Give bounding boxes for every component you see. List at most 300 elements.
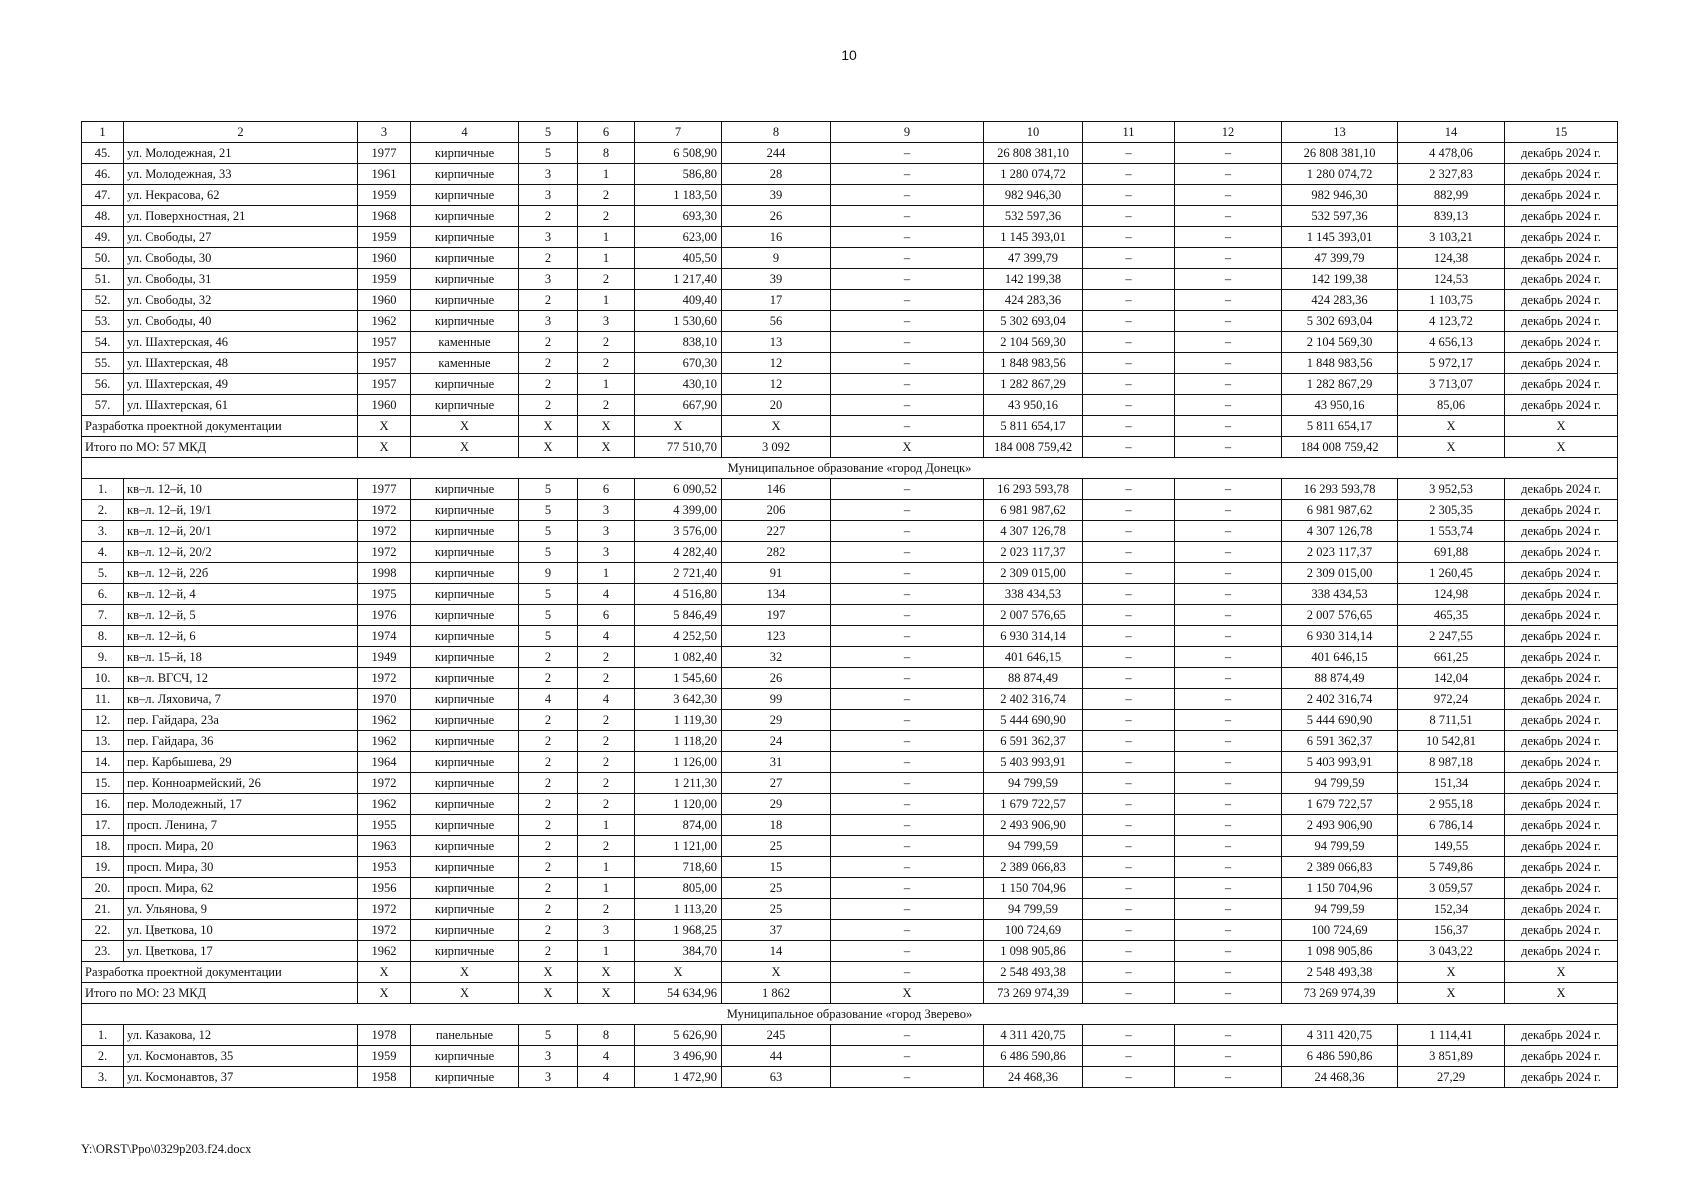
table-cell: 623,00 xyxy=(635,227,722,248)
table-cell: – xyxy=(1083,416,1175,437)
table-cell: 24 468,36 xyxy=(1282,1067,1398,1088)
table-cell: – xyxy=(831,710,984,731)
table-cell: 3 043,22 xyxy=(1398,941,1505,962)
table-cell: декабрь 2024 г. xyxy=(1505,185,1618,206)
table-cell: ул. Молодежная, 21 xyxy=(124,143,358,164)
table-cell: 2 xyxy=(578,395,635,416)
table-cell: 384,70 xyxy=(635,941,722,962)
summary-label: Итого по МО: 57 МКД xyxy=(82,437,358,458)
table-cell: кирпичные xyxy=(411,521,519,542)
table-cell: 1972 xyxy=(358,500,411,521)
table-cell: панельные xyxy=(411,1025,519,1046)
table-cell: 5 xyxy=(519,521,578,542)
table-cell: 85,06 xyxy=(1398,395,1505,416)
table-row xyxy=(82,1067,1618,1088)
table-cell: 1 xyxy=(578,563,635,584)
table-cell: 1 282 867,29 xyxy=(1282,374,1398,395)
table-cell: 1 xyxy=(578,227,635,248)
table-cell: 5 626,90 xyxy=(635,1025,722,1046)
table-cell: – xyxy=(1083,584,1175,605)
table-cell: 2 007 576,65 xyxy=(1282,605,1398,626)
table-cell: – xyxy=(831,605,984,626)
table-cell: 244 xyxy=(722,143,831,164)
table-cell: 5 302 693,04 xyxy=(984,311,1083,332)
table-cell: 19. xyxy=(82,857,124,878)
table-cell: X xyxy=(1505,437,1618,458)
table-cell: 39 xyxy=(722,185,831,206)
table-cell: 1 145 393,01 xyxy=(1282,227,1398,248)
table-cell: кирпичные xyxy=(411,395,519,416)
summary-label: Разработка проектной документации xyxy=(82,962,358,983)
table-cell: X xyxy=(578,962,635,983)
column-header-13: 13 xyxy=(1282,122,1398,143)
table-cell: ул. Казакова, 12 xyxy=(124,1025,358,1046)
table-cell: 5 403 993,91 xyxy=(984,752,1083,773)
table-row xyxy=(82,563,1618,584)
table-cell: каменные xyxy=(411,353,519,374)
table-cell: – xyxy=(1083,815,1175,836)
table-cell: 100 724,69 xyxy=(1282,920,1398,941)
table-cell: 2 402 316,74 xyxy=(1282,689,1398,710)
table-row xyxy=(82,773,1618,794)
table-cell: 20 xyxy=(722,395,831,416)
table-cell: – xyxy=(1175,542,1282,563)
table-cell: – xyxy=(831,689,984,710)
table-cell: – xyxy=(1083,773,1175,794)
table-cell: 8 987,18 xyxy=(1398,752,1505,773)
table-cell: декабрь 2024 г. xyxy=(1505,395,1618,416)
table-row xyxy=(82,605,1618,626)
table-cell: 1 260,45 xyxy=(1398,563,1505,584)
table-cell: кирпичные xyxy=(411,227,519,248)
table-cell: – xyxy=(1083,563,1175,584)
table-cell: декабрь 2024 г. xyxy=(1505,248,1618,269)
table-cell: 142,04 xyxy=(1398,668,1505,689)
table-cell: 124,98 xyxy=(1398,584,1505,605)
table-cell: 5 xyxy=(519,626,578,647)
table-row xyxy=(82,626,1618,647)
table-cell: 5 972,17 xyxy=(1398,353,1505,374)
table-cell: 1. xyxy=(82,479,124,500)
table-cell: просп. Ленина, 7 xyxy=(124,815,358,836)
table-cell: X xyxy=(411,437,519,458)
table-cell: – xyxy=(1175,773,1282,794)
table-row xyxy=(82,479,1618,500)
table-row xyxy=(82,689,1618,710)
table-cell: 1 126,00 xyxy=(635,752,722,773)
table-cell: 667,90 xyxy=(635,395,722,416)
table-cell: 718,60 xyxy=(635,857,722,878)
table-cell: – xyxy=(831,332,984,353)
table-cell: 282 xyxy=(722,542,831,563)
table-row xyxy=(82,185,1618,206)
table-cell: декабрь 2024 г. xyxy=(1505,290,1618,311)
table-cell: 9 xyxy=(722,248,831,269)
table-row xyxy=(82,542,1618,563)
table-row xyxy=(82,752,1618,773)
table-cell: – xyxy=(1083,374,1175,395)
table-cell: – xyxy=(1175,962,1282,983)
table-cell: 1 150 704,96 xyxy=(984,878,1083,899)
table-cell: 1972 xyxy=(358,542,411,563)
table-cell: – xyxy=(1083,605,1175,626)
table-cell: 839,13 xyxy=(1398,206,1505,227)
table-cell: – xyxy=(1083,227,1175,248)
table-cell: 6 591 362,37 xyxy=(1282,731,1398,752)
table-cell: 3 xyxy=(578,521,635,542)
table-cell: – xyxy=(1083,1046,1175,1067)
table-cell: 2 xyxy=(519,647,578,668)
table-cell: ул. Шахтерская, 61 xyxy=(124,395,358,416)
table-cell: 2 389 066,83 xyxy=(984,857,1083,878)
table-cell: 3 xyxy=(519,185,578,206)
table-cell: кирпичные xyxy=(411,1067,519,1088)
table-cell: – xyxy=(831,185,984,206)
table-cell: – xyxy=(1175,689,1282,710)
table-cell: декабрь 2024 г. xyxy=(1505,710,1618,731)
table-cell: – xyxy=(1175,878,1282,899)
table-cell: – xyxy=(1175,353,1282,374)
table-cell: 2 xyxy=(578,731,635,752)
table-cell: 1972 xyxy=(358,521,411,542)
table-cell: – xyxy=(1083,206,1175,227)
table-cell: X xyxy=(358,962,411,983)
table-cell: 16 293 593,78 xyxy=(984,479,1083,500)
document-file-path: Y:\ORST\Ppo\0329p203.f24.docx xyxy=(81,1142,252,1156)
table-cell: – xyxy=(1083,899,1175,920)
table-cell: пер. Гайдара, 23а xyxy=(124,710,358,731)
table-cell: 2 xyxy=(578,332,635,353)
table-cell: декабрь 2024 г. xyxy=(1505,311,1618,332)
column-header-6: 6 xyxy=(578,122,635,143)
table-cell: 2 xyxy=(578,794,635,815)
table-cell: кв–л. 12–й, 4 xyxy=(124,584,358,605)
table-row xyxy=(82,164,1618,185)
table-cell: 4 311 420,75 xyxy=(984,1025,1083,1046)
table-cell: 2 xyxy=(578,668,635,689)
table-cell: 2 xyxy=(578,269,635,290)
column-header-14: 14 xyxy=(1398,122,1505,143)
table-cell: кирпичные xyxy=(411,374,519,395)
table-cell: 1 183,50 xyxy=(635,185,722,206)
table-cell: 3 496,90 xyxy=(635,1046,722,1067)
table-cell: 50. xyxy=(82,248,124,269)
table-cell: ул. Свободы, 31 xyxy=(124,269,358,290)
table-cell: кв–л. 12–й, 20/2 xyxy=(124,542,358,563)
table-cell: 2 xyxy=(519,836,578,857)
table-cell: – xyxy=(1083,668,1175,689)
table-cell: кв–л. 12–й, 6 xyxy=(124,626,358,647)
table-cell: 26 808 381,10 xyxy=(1282,143,1398,164)
municipality-group-row xyxy=(82,458,1618,479)
table-cell: – xyxy=(831,563,984,584)
table-cell: 6 486 590,86 xyxy=(1282,1046,1398,1067)
table-cell: кирпичные xyxy=(411,290,519,311)
design-documentation-row xyxy=(82,416,1618,437)
table-cell: просп. Мира, 62 xyxy=(124,878,358,899)
table-cell: 405,50 xyxy=(635,248,722,269)
table-cell: 1962 xyxy=(358,311,411,332)
table-cell: 24 468,36 xyxy=(984,1067,1083,1088)
table-cell: 6. xyxy=(82,584,124,605)
table-cell: – xyxy=(831,143,984,164)
table-cell: декабрь 2024 г. xyxy=(1505,500,1618,521)
table-cell: 6 930 314,14 xyxy=(1282,626,1398,647)
table-cell: X xyxy=(1398,437,1505,458)
table-cell: 338 434,53 xyxy=(1282,584,1398,605)
table-cell: – xyxy=(831,248,984,269)
table-row xyxy=(82,857,1618,878)
table-cell: 2 xyxy=(519,773,578,794)
table-cell: – xyxy=(1175,185,1282,206)
table-cell: 146 xyxy=(722,479,831,500)
table-cell: 2 xyxy=(578,773,635,794)
table-cell: – xyxy=(831,752,984,773)
table-cell: – xyxy=(831,794,984,815)
table-cell: – xyxy=(1083,962,1175,983)
table-cell: X xyxy=(1505,962,1618,983)
table-cell: декабрь 2024 г. xyxy=(1505,227,1618,248)
table-cell: кирпичные xyxy=(411,164,519,185)
table-cell: – xyxy=(831,647,984,668)
table-cell: 1 xyxy=(578,815,635,836)
table-cell: 2 007 576,65 xyxy=(984,605,1083,626)
table-cell: – xyxy=(831,1025,984,1046)
table-cell: ул. Космонавтов, 35 xyxy=(124,1046,358,1067)
table-cell: – xyxy=(1175,374,1282,395)
table-cell: 972,24 xyxy=(1398,689,1505,710)
table-cell: 6 xyxy=(578,605,635,626)
table-cell: 5 xyxy=(519,143,578,164)
table-cell: 6 508,90 xyxy=(635,143,722,164)
table-cell: 3 xyxy=(578,920,635,941)
table-cell: 1972 xyxy=(358,899,411,920)
table-cell: кирпичные xyxy=(411,689,519,710)
table-cell: 9. xyxy=(82,647,124,668)
column-header-2: 2 xyxy=(124,122,358,143)
table-cell: 3 xyxy=(519,269,578,290)
table-cell: 12. xyxy=(82,710,124,731)
table-cell: 6 591 362,37 xyxy=(984,731,1083,752)
column-header-8: 8 xyxy=(722,122,831,143)
table-cell: X xyxy=(411,962,519,983)
table-cell: декабрь 2024 г. xyxy=(1505,374,1618,395)
table-cell: 1 280 074,72 xyxy=(984,164,1083,185)
table-cell: – xyxy=(1175,626,1282,647)
table-cell: декабрь 2024 г. xyxy=(1505,689,1618,710)
table-cell: 3 642,30 xyxy=(635,689,722,710)
table-cell: 49. xyxy=(82,227,124,248)
table-cell: – xyxy=(831,731,984,752)
table-cell: – xyxy=(1083,332,1175,353)
table-cell: 1977 xyxy=(358,143,411,164)
table-cell: 2 xyxy=(519,374,578,395)
table-cell: 1 211,30 xyxy=(635,773,722,794)
design-documentation-row xyxy=(82,962,1618,983)
table-cell: 2 xyxy=(519,920,578,941)
table-cell: 838,10 xyxy=(635,332,722,353)
table-cell: 2 xyxy=(519,899,578,920)
table-cell: 15. xyxy=(82,773,124,794)
table-cell: 1 472,90 xyxy=(635,1067,722,1088)
table-cell: 24 xyxy=(722,731,831,752)
column-header-10: 10 xyxy=(984,122,1083,143)
table-cell: 88 874,49 xyxy=(984,668,1083,689)
table-cell: 26 xyxy=(722,668,831,689)
table-cell: декабрь 2024 г. xyxy=(1505,605,1618,626)
table-cell: 2 305,35 xyxy=(1398,500,1505,521)
table-cell: 1964 xyxy=(358,752,411,773)
table-cell: – xyxy=(1083,290,1175,311)
table-cell: 2 xyxy=(519,941,578,962)
table-cell: декабрь 2024 г. xyxy=(1505,668,1618,689)
table-cell: 28 xyxy=(722,164,831,185)
table-cell: – xyxy=(1175,332,1282,353)
table-cell: 2 xyxy=(578,752,635,773)
table-cell: 45. xyxy=(82,143,124,164)
table-cell: 5 444 690,90 xyxy=(984,710,1083,731)
table-cell: декабрь 2024 г. xyxy=(1505,1025,1618,1046)
table-cell: 661,25 xyxy=(1398,647,1505,668)
table-cell: 3. xyxy=(82,1067,124,1088)
table-cell: X xyxy=(578,983,635,1004)
table-cell: 1958 xyxy=(358,1067,411,1088)
table-row xyxy=(82,836,1618,857)
table-cell: – xyxy=(1175,1046,1282,1067)
table-cell: кирпичные xyxy=(411,710,519,731)
table-cell: – xyxy=(1175,857,1282,878)
table-cell: кирпичные xyxy=(411,584,519,605)
table-cell: 6 xyxy=(578,479,635,500)
table-cell: 9 xyxy=(519,563,578,584)
table-cell: 18. xyxy=(82,836,124,857)
summary-label: Итого по МО: 23 МКД xyxy=(82,983,358,1004)
table-cell: 1959 xyxy=(358,269,411,290)
table-cell: 2 xyxy=(578,206,635,227)
table-row xyxy=(82,353,1618,374)
table-cell: – xyxy=(1083,710,1175,731)
table-cell: 1963 xyxy=(358,836,411,857)
table-cell: 2 xyxy=(578,353,635,374)
table-cell: декабрь 2024 г. xyxy=(1505,836,1618,857)
table-cell: кирпичные xyxy=(411,668,519,689)
table-cell: 197 xyxy=(722,605,831,626)
table-cell: просп. Мира, 20 xyxy=(124,836,358,857)
table-cell: кирпичные xyxy=(411,500,519,521)
table-row xyxy=(82,647,1618,668)
table-cell: 4 xyxy=(578,1046,635,1067)
table-cell: 982 946,30 xyxy=(1282,185,1398,206)
table-cell: 2 548 493,38 xyxy=(1282,962,1398,983)
table-cell: 805,00 xyxy=(635,878,722,899)
column-header-4: 4 xyxy=(411,122,519,143)
table-cell: – xyxy=(1083,437,1175,458)
table-cell: декабрь 2024 г. xyxy=(1505,479,1618,500)
table-cell: – xyxy=(831,227,984,248)
table-cell: 25 xyxy=(722,899,831,920)
table-body xyxy=(82,122,1618,1088)
table-cell: – xyxy=(1083,731,1175,752)
table-cell: – xyxy=(1083,269,1175,290)
table-cell: декабрь 2024 г. xyxy=(1505,521,1618,542)
column-header-15: 15 xyxy=(1505,122,1618,143)
table-cell: 10. xyxy=(82,668,124,689)
table-cell: 4 xyxy=(578,626,635,647)
table-cell: декабрь 2024 г. xyxy=(1505,941,1618,962)
table-cell: – xyxy=(1175,941,1282,962)
table-cell: 3 851,89 xyxy=(1398,1046,1505,1067)
table-cell: – xyxy=(1175,584,1282,605)
table-cell: 4 656,13 xyxy=(1398,332,1505,353)
table-cell: 152,34 xyxy=(1398,899,1505,920)
table-cell: 2 xyxy=(519,332,578,353)
page-number: 10 xyxy=(841,47,857,63)
table-cell: кв–л. 12–й, 5 xyxy=(124,605,358,626)
table-cell: 94 799,59 xyxy=(984,773,1083,794)
table-cell: 94 799,59 xyxy=(1282,899,1398,920)
table-cell: 1 848 983,56 xyxy=(1282,353,1398,374)
column-header-7: 7 xyxy=(635,122,722,143)
table-cell: 2 xyxy=(519,878,578,899)
table-cell: 142 199,38 xyxy=(1282,269,1398,290)
table-cell: ул. Шахтерская, 46 xyxy=(124,332,358,353)
table-cell: – xyxy=(831,626,984,647)
table-cell: 47. xyxy=(82,185,124,206)
summary-label: Разработка проектной документации xyxy=(82,416,358,437)
table-cell: 3 713,07 xyxy=(1398,374,1505,395)
table-cell: – xyxy=(1175,983,1282,1004)
table-cell: 29 xyxy=(722,710,831,731)
municipality-title: Муниципальное образование «город Зверево» xyxy=(82,1004,1618,1025)
table-cell: X xyxy=(519,983,578,1004)
table-cell: 184 008 759,42 xyxy=(984,437,1083,458)
table-cell: – xyxy=(831,920,984,941)
table-cell: 4 478,06 xyxy=(1398,143,1505,164)
table-cell: 2 xyxy=(519,353,578,374)
table-cell: X xyxy=(519,962,578,983)
table-cell: 1961 xyxy=(358,164,411,185)
table-cell: кирпичные xyxy=(411,1046,519,1067)
table-cell: 2 493 906,90 xyxy=(984,815,1083,836)
table-cell: 1 098 905,86 xyxy=(984,941,1083,962)
table-cell: кирпичные xyxy=(411,647,519,668)
table-cell: кв–л. ВГСЧ, 12 xyxy=(124,668,358,689)
table-cell: 465,35 xyxy=(1398,605,1505,626)
table-cell: 27,29 xyxy=(1398,1067,1505,1088)
table-cell: кирпичные xyxy=(411,542,519,563)
table-cell: X xyxy=(1505,416,1618,437)
table-cell: 37 xyxy=(722,920,831,941)
table-cell: кв–л. 15–й, 18 xyxy=(124,647,358,668)
table-cell: 1 545,60 xyxy=(635,668,722,689)
table-cell: декабрь 2024 г. xyxy=(1505,332,1618,353)
table-cell: 1974 xyxy=(358,626,411,647)
table-cell: 124,38 xyxy=(1398,248,1505,269)
table-cell: 1 xyxy=(578,857,635,878)
table-cell: – xyxy=(1083,143,1175,164)
table-cell: – xyxy=(1083,1067,1175,1088)
table-cell: X xyxy=(722,416,831,437)
table-row xyxy=(82,290,1618,311)
municipality-group-row xyxy=(82,1004,1618,1025)
table-cell: – xyxy=(831,164,984,185)
table-cell: 52. xyxy=(82,290,124,311)
table-cell: кирпичные xyxy=(411,899,519,920)
table-cell: 142 199,38 xyxy=(984,269,1083,290)
table-cell: ул. Некрасова, 62 xyxy=(124,185,358,206)
table-cell: 6 981 987,62 xyxy=(1282,500,1398,521)
table-cell: X xyxy=(635,416,722,437)
